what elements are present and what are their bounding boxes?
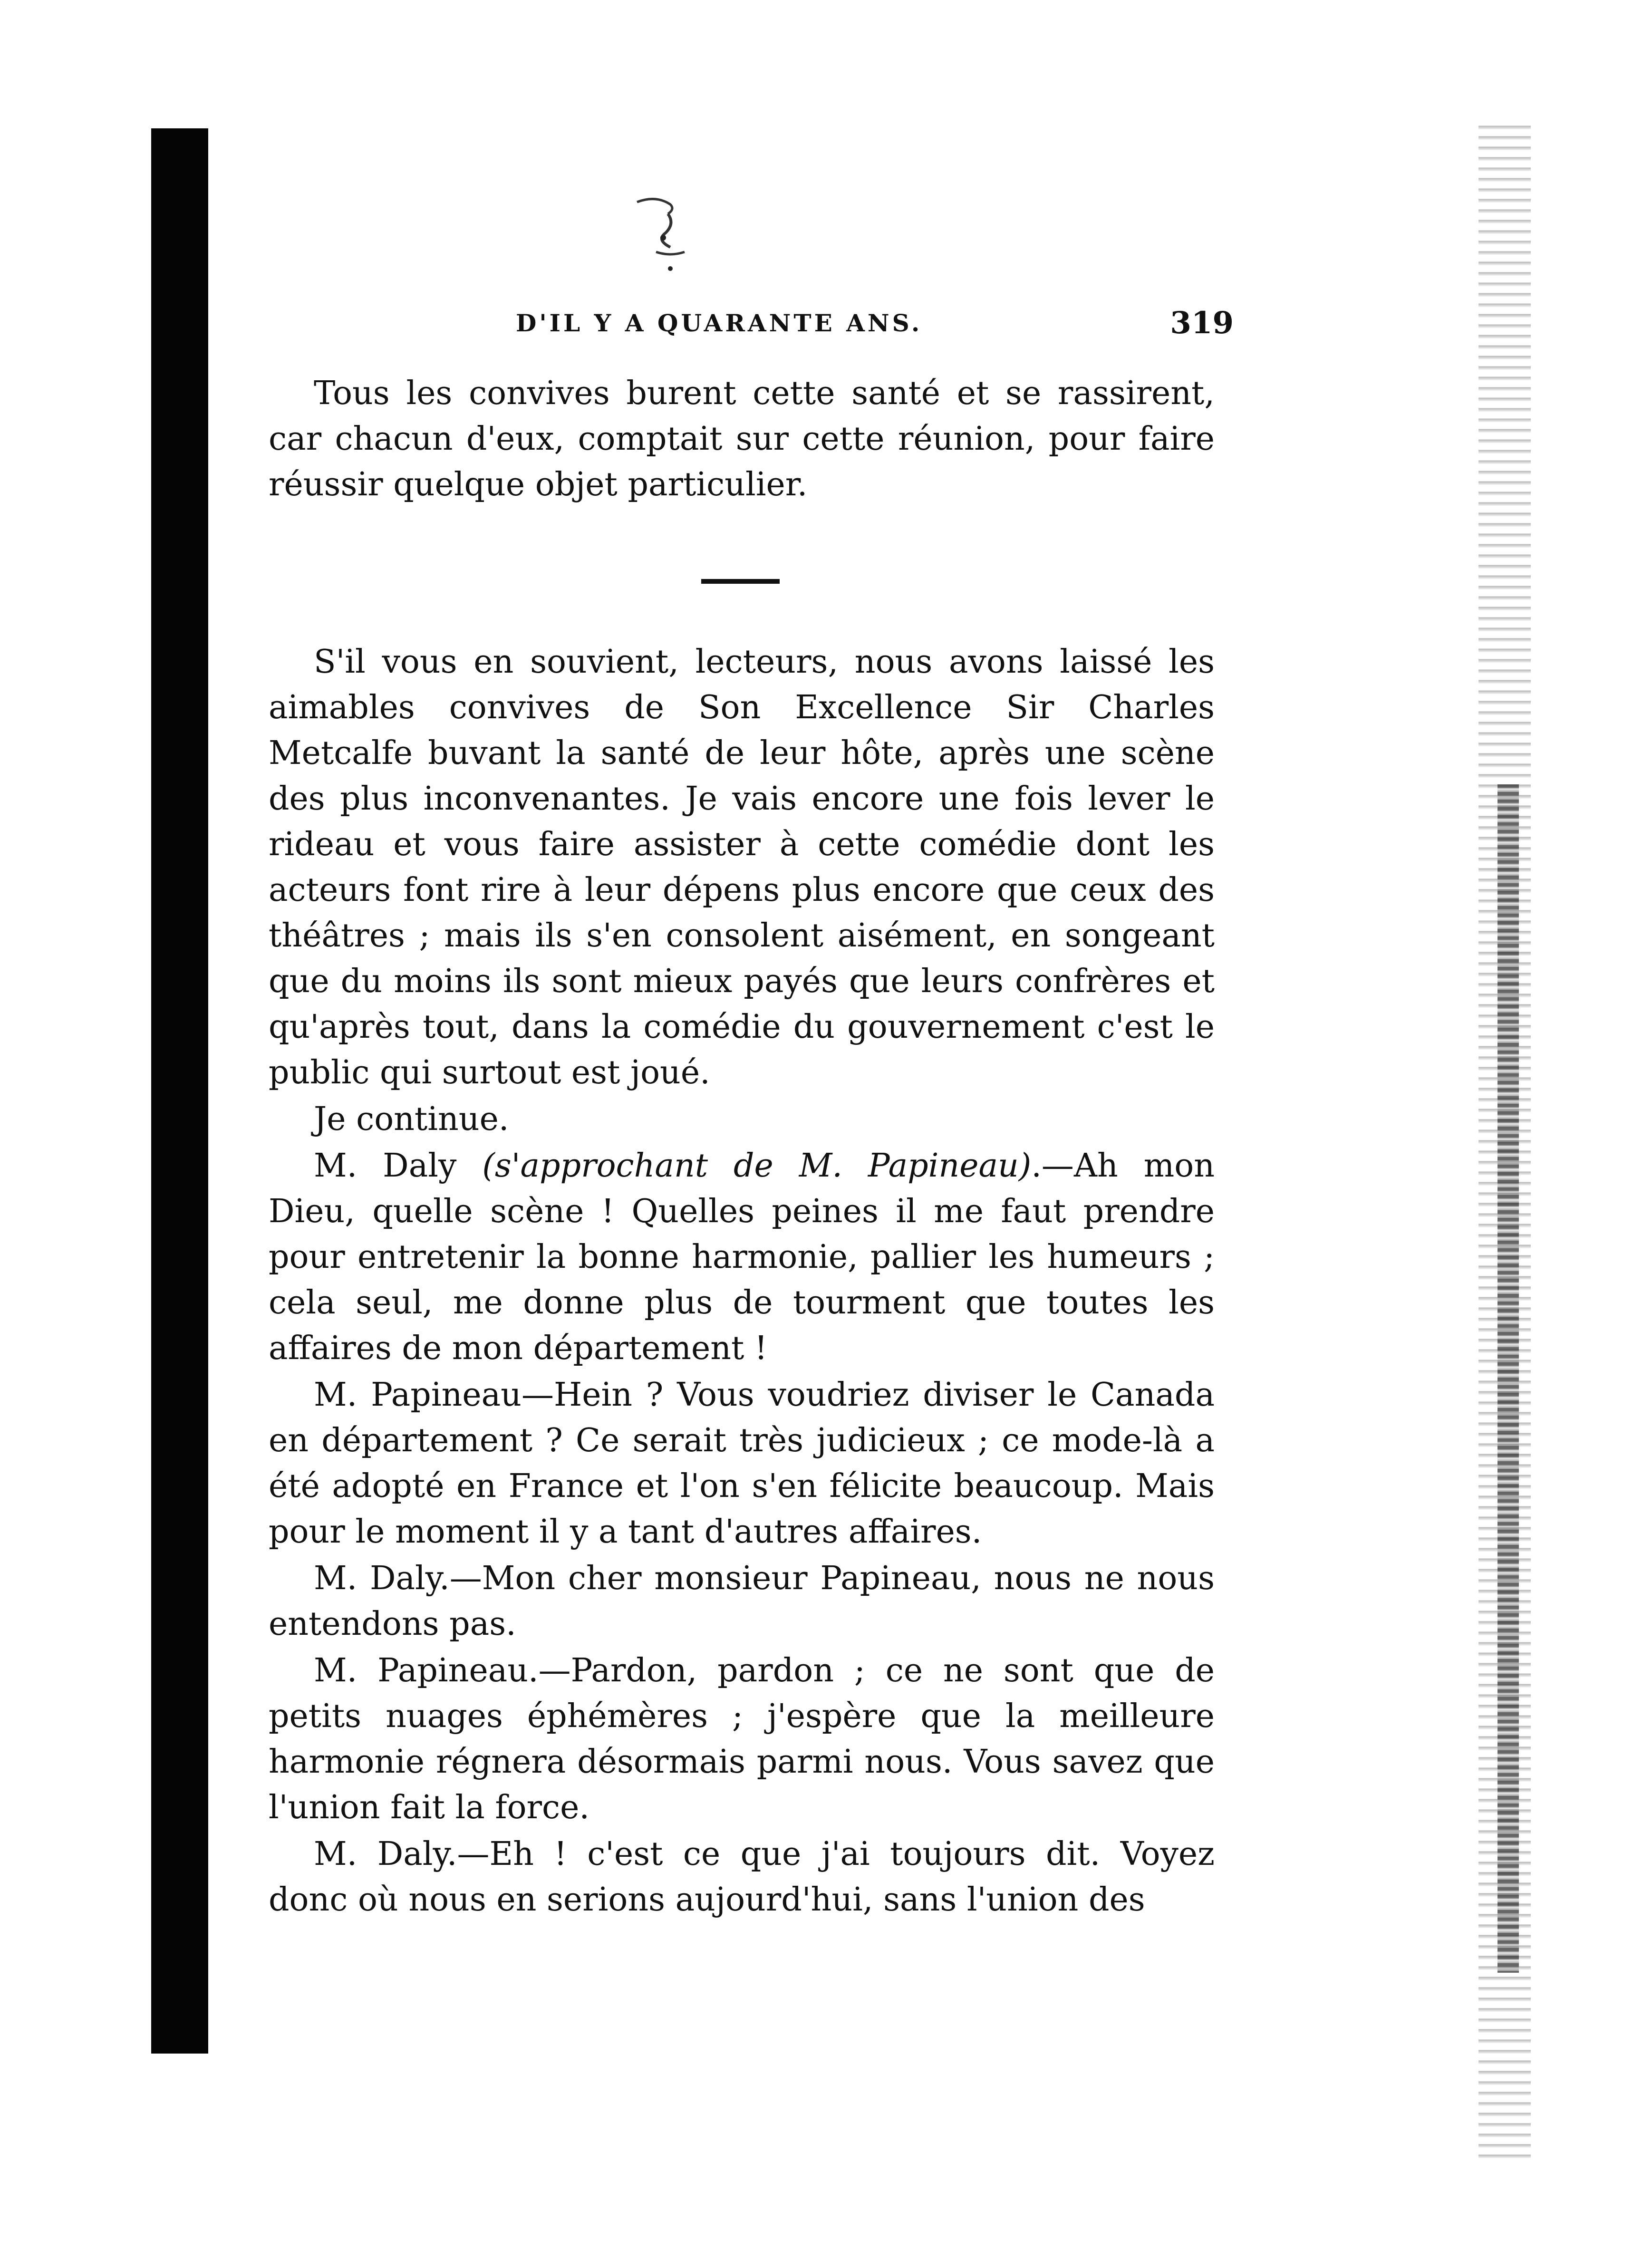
printer-ornament-icon (623, 188, 718, 283)
paragraph: S'il vous en souvient, lecteurs, nous avons laissé les aimables convives de Son Excellence Sir Charles Metcalfe buvant la santé de leur hôte, après une scène des plus inconvenantes. Je vais encore une fois lever le rideau et vous faire assister à cette comédie dont les acteurs font rire à leur dépens plus encore que ceux des théâtres ; mais ils s'en consolent aisément, en songeant que du moins ils sont mieux payés que leurs confrères et qu'après tout, dans la comédie du gouvernement c'est le public qui surtout est joué. (269, 643, 1215, 1091)
dialogue-paragraph: M. Papineau.—Pardon, pardon ; ce ne sont que de petits nuages éphémères ; j'espère que la meilleure harmonie régnera désormais parmi nous. Vous savez que l'union fait la force. (269, 1652, 1215, 1826)
running-header (516, 305, 1234, 352)
section-rule (701, 579, 780, 584)
paragraph: Je continue. (314, 1100, 509, 1138)
dialogue-paragraph: M. Daly.—Eh ! c'est ce que j'ai toujours dit. Voyez donc où nous en serions aujourd'hui, sans l'union des (269, 1835, 1215, 1919)
dialogue-paragraph: M. Daly.—Mon cher monsieur Papineau, nous ne nous entendons pas. (269, 1560, 1215, 1643)
speaker: M. Daly (314, 1147, 457, 1185)
running-title: D'IL Y A QUARANTE ANS. (516, 309, 923, 337)
text-block-top (269, 371, 1215, 508)
text-block-main (269, 639, 1215, 1924)
scan-edge-noise (1478, 119, 1531, 2163)
page-number: 319 (1170, 305, 1234, 341)
dialogue-paragraph: M. Papineau—Hein ? Vous voudriez diviser le Canada en département ? Ce serait très judicieux ; ce mode-là a été adopté en France et l'on s'en félicite beaucoup. Mais pour le moment il y a tant d'autres affaires. (269, 1376, 1215, 1551)
binding-shadow (151, 128, 208, 2054)
dialogue-paragraph (269, 1143, 1215, 1371)
dialogue-text: .—Ah mon Dieu, quelle scène ! Quelles peines il me faut prendre pour entretenir la bonne harmonie, pallier les humeurs ; cela seul, me donne plus de tourment que toutes les affaires de mon département ! (269, 1147, 1215, 1367)
stage-direction: (s'approchant de M. Papineau) (482, 1147, 1032, 1185)
paragraph: Tous les convives burent cette santé et se rassirent, car chacun d'eux, comptait sur cette réunion, pour faire réussir quelque objet particulier. (269, 375, 1215, 503)
